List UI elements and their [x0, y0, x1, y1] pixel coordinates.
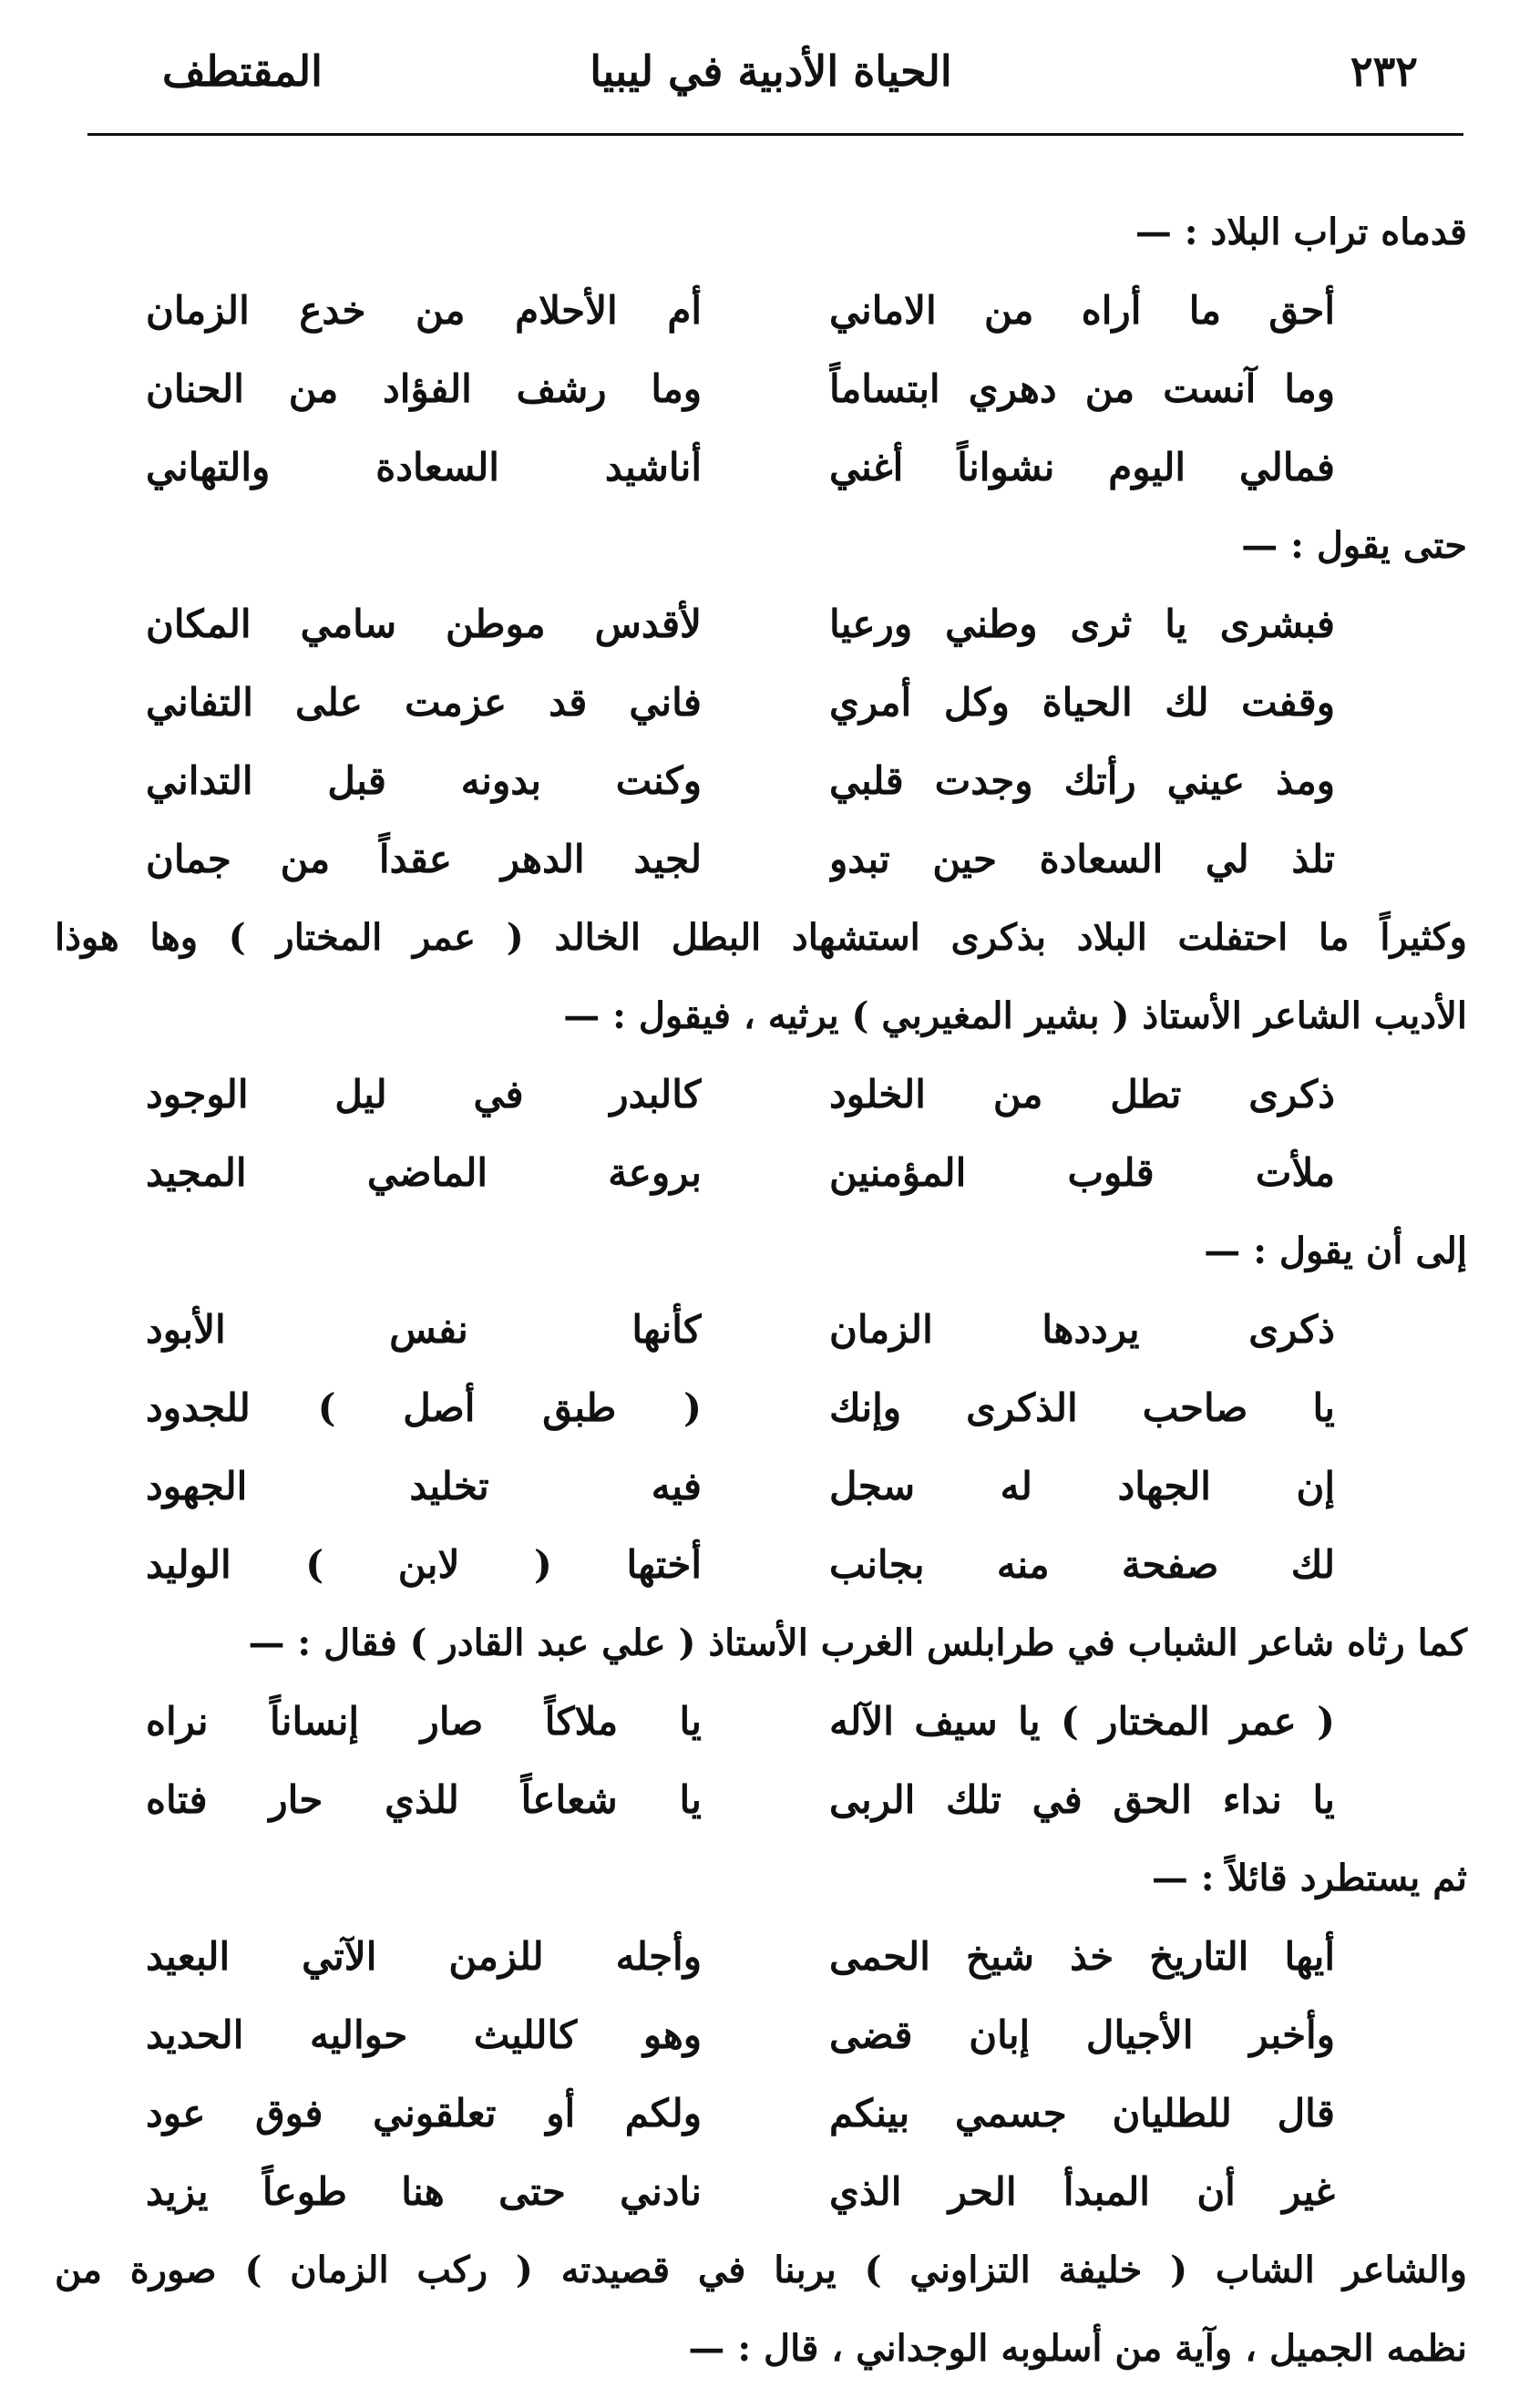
- verse-first-hemistich: تلذ لي السعادة حين تبدو: [829, 837, 1335, 881]
- verse-second-hemistich: أناشيد السعادة والتهاني: [146, 445, 702, 489]
- verse-first-hemistich: وما آنست من دهري ابتساماً: [829, 366, 1335, 411]
- verse-line: [55, 1369, 1476, 1447]
- verse-second-hemistich: ولكم أو تعلقوني فوق عود: [146, 2091, 702, 2136]
- page-header: [87, 36, 1454, 109]
- verse-line: [55, 1526, 1476, 1604]
- verse-first-hemistich: فمالي اليوم نشواناً أغني: [829, 445, 1335, 489]
- verse-line: [55, 1447, 1476, 1526]
- verse-first-hemistich: غير أن المبدأ الحر الذي: [829, 2169, 1335, 2214]
- verse-second-hemistich: وما رشف الفؤاد من الحنان: [146, 366, 702, 411]
- verse-first-hemistich: ( عمر المختار ) يا سيف الآله: [829, 1699, 1335, 1744]
- verse-first-hemistich: ومذ عيني رأتك وجدت قلبي: [829, 758, 1335, 803]
- verse-line: [55, 1996, 1476, 2074]
- journal-name: المقتطف: [162, 46, 323, 96]
- verse-second-hemistich: ( طبق أصل ) للجدود: [146, 1385, 702, 1430]
- text-line: وكثيراً ما احتفلت البلاد بذكرى استشهاد البطل الخالد ( عمر المختار ) وها هوذا: [55, 916, 1467, 959]
- verse-second-hemistich: فيه تخليد الجهود: [146, 1464, 702, 1508]
- verse-first-hemistich: وقفت لك الحياة وكل أمري: [829, 680, 1335, 725]
- text-line: إلى أن يقول : —: [1204, 1230, 1467, 1272]
- verse-second-hemistich: وأجله للزمن الآتي البعيد: [146, 1934, 702, 1979]
- article-body: [55, 193, 1476, 2388]
- text-line: الأديب الشاعر الأستاذ ( بشير المغيربي ) يرثيه ، فيقول : —: [563, 994, 1467, 1037]
- text-line: والشاعر الشاب ( خليفة التزاوني ) يربنا في قصيدته ( ركب الزمان ) صورة من: [55, 2249, 1467, 2291]
- verse-first-hemistich: ذكرى يرددها الزمان: [829, 1307, 1335, 1352]
- verse-line: [55, 820, 1476, 899]
- running-title: الحياة الأدبية في ليبيا: [590, 46, 952, 96]
- text-line: قدماه تراب البلاد : —: [1134, 211, 1467, 253]
- verse-first-hemistich: قال للطليان جسمي بينكم: [829, 2091, 1335, 2136]
- verse-second-hemistich: وهو كالليث حواليه الحديد: [146, 2012, 702, 2057]
- verse-first-hemistich: لك صفحة منه بجانب: [829, 1542, 1335, 1587]
- verse-second-hemistich: نادني حتى هنا طوعاً يزيد: [146, 2169, 702, 2214]
- text-line: كما رثاه شاعر الشباب في طرابلس الغرب الأستاذ ( علي عبد القادر ) فقال : —: [248, 1621, 1467, 1664]
- verse-line: [55, 1918, 1476, 1996]
- verse-line: [55, 1291, 1476, 1369]
- verse-line: [55, 1683, 1476, 1761]
- page-number: ٢٣٢: [1350, 46, 1418, 96]
- verse-line: [55, 585, 1476, 664]
- verse-first-hemistich: أيها التاريخ خذ شيخ الحمى: [829, 1934, 1335, 1979]
- verse-line: [55, 742, 1476, 820]
- verse-second-hemistich: وكنت بدونه قبل التداني: [146, 758, 702, 803]
- verse-line: [55, 2153, 1476, 2231]
- verse-second-hemistich: أم الأحلام من خدع الزمان: [146, 288, 702, 333]
- verse-first-hemistich: إن الجهاد له سجل: [829, 1464, 1335, 1508]
- verse-line: [55, 428, 1476, 507]
- verse-line: [55, 272, 1476, 350]
- verse-second-hemistich: يا ملاكاً صار إنساناً نراه: [146, 1699, 702, 1744]
- verse-first-hemistich: ذكرى تطل من الخلود: [829, 1072, 1335, 1117]
- verse-second-hemistich: أختها ( لابن ) الوليد: [146, 1542, 702, 1587]
- verse-first-hemistich: يا صاحب الذكرى وإنك: [829, 1385, 1335, 1430]
- verse-first-hemistich: ملأت قلوب المؤمنين: [829, 1150, 1335, 1195]
- verse-second-hemistich: فاني قد عزمت على التفاني: [146, 680, 702, 725]
- verse-line: [55, 1134, 1476, 1212]
- verse-second-hemistich: لأقدس موطن سامي المكان: [146, 602, 702, 646]
- verse-first-hemistich: وأخبر الأجيال إبان قضى: [829, 2012, 1335, 2057]
- header-rule: [87, 133, 1463, 136]
- text-line: ثم يستطرد قائلاً : —: [1151, 1857, 1467, 1899]
- verse-line: [55, 2074, 1476, 2153]
- verse-line: [55, 350, 1476, 428]
- verse-second-hemistich: بروعة الماضي المجيد: [146, 1150, 702, 1195]
- verse-second-hemistich: كالبدر في ليل الوجود: [146, 1072, 702, 1117]
- text-line: نظمه الجميل ، وآية من أسلوبه الوجداني ، قال : —: [688, 2327, 1467, 2370]
- verse-second-hemistich: كأنها نفس الأبود: [146, 1307, 702, 1352]
- verse-second-hemistich: لجيد الدهر عقداً من جمان: [146, 837, 702, 881]
- verse-first-hemistich: أحق ما أراه من الاماني: [829, 288, 1335, 333]
- verse-line: [55, 664, 1476, 742]
- verse-line: [55, 1761, 1476, 1839]
- verse-second-hemistich: يا شعاعاً للذي حار فتاه: [146, 1777, 702, 1822]
- verse-first-hemistich: فبشرى يا ثرى وطني ورعيا: [829, 602, 1335, 646]
- text-line: حتى يقول : —: [1241, 524, 1467, 567]
- verse-line: [55, 1055, 1476, 1134]
- verse-first-hemistich: يا نداء الحق في تلك الربى: [829, 1777, 1335, 1822]
